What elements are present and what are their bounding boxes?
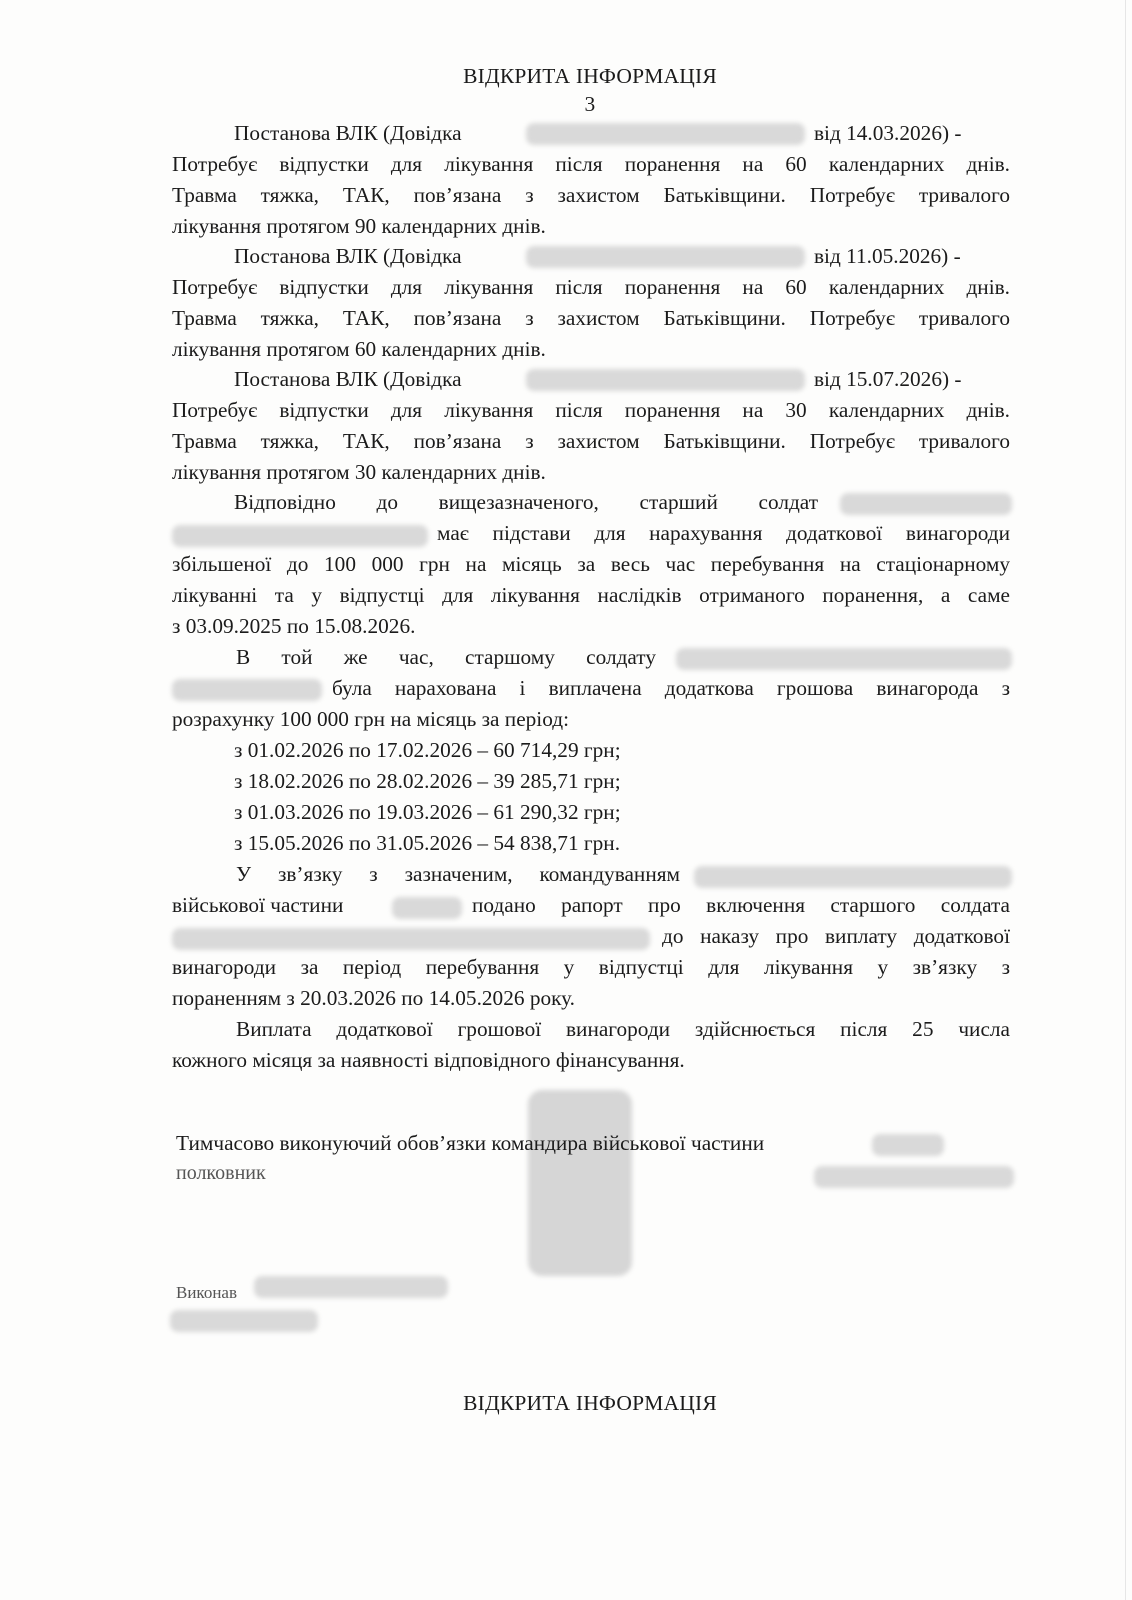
signatory-title: Тимчасово виконуючий обов’язки командира військової частини — [176, 1131, 765, 1155]
redacted-unit — [694, 866, 1012, 888]
paragraph-line: з 03.09.2025 по 15.08.2026. — [172, 614, 416, 638]
classification-header: ВІДКРИТА ІНФОРМАЦІЯ — [463, 64, 717, 88]
classification-footer: ВІДКРИТА ІНФОРМАЦІЯ — [463, 1391, 717, 1415]
paragraph-line: збільшеної до 100 000 грн на місяць за весь час перебування на стаціонарному — [172, 552, 1010, 576]
paragraph-line: має підстави для нарахування додаткової винагороди — [437, 521, 1010, 545]
paragraph-line: Виплата додаткової грошової винагороди здійснюється після 25 числа — [236, 1017, 1010, 1041]
paragraph-line: винагороди за період перебування у відпустці для лікування у зв’язку з — [172, 955, 1010, 979]
redacted-name — [840, 493, 1012, 515]
paragraph-line: В той же час, старшому солдату — [236, 645, 656, 669]
redacted-certificate — [526, 246, 805, 268]
paragraph-line: У зв’язку з зазначеним, командуванням — [236, 862, 680, 886]
vlk-line: лікування протягом 60 календарних днів. — [172, 337, 546, 361]
vlk-date: від 15.07.2026) - — [814, 367, 962, 391]
vlk-line: Потребує відпустки для лікування після поранення на 30 календарних днів. — [172, 398, 1010, 422]
vlk-lead: Постанова ВЛК (Довідка — [234, 367, 462, 391]
redacted-executor-phone — [170, 1310, 318, 1332]
vlk-date: від 11.05.2026) - — [814, 244, 961, 268]
vlk-lead: Постанова ВЛК (Довідка — [234, 244, 462, 268]
vlk-lead: Постанова ВЛК (Довідка — [234, 121, 462, 145]
paragraph-line: Відповідно до вищезазначеного, старший солдат — [234, 490, 818, 514]
vlk-line: Потребує відпустки для лікування після поранення на 60 календарних днів. — [172, 275, 1010, 299]
vlk-line: Травма тяжка, ТАК, пов’язана з захистом Батьківщини. Потребує тривалого — [172, 183, 1010, 207]
redacted-certificate — [526, 123, 805, 145]
paragraph-line: була нарахована і виплачена додаткова грошова винагорода з — [332, 676, 1010, 700]
redacted-certificate — [526, 369, 805, 391]
redacted-name — [172, 525, 428, 547]
paragraph-line: лікуванні та у відпустці для лікування наслідків отриманого поранення, а саме — [172, 583, 1010, 607]
payment-item: з 15.05.2026 по 31.05.2026 – 54 838,71 грн. — [234, 831, 621, 855]
redacted-executor-name — [254, 1276, 448, 1298]
payment-item: з 01.02.2026 по 17.02.2026 – 60 714,29 грн; — [234, 738, 621, 762]
vlk-line: лікування протягом 30 календарних днів. — [172, 460, 546, 484]
paragraph-line: пораненням з 20.03.2026 по 14.05.2026 року. — [172, 986, 575, 1010]
redacted-unit-number — [872, 1134, 944, 1156]
paragraph-line: кожного місяця за наявності відповідного фінансування. — [172, 1048, 685, 1072]
paragraph-line: до наказу про виплату додаткової — [662, 924, 1010, 948]
payment-item: з 18.02.2026 по 28.02.2026 – 39 285,71 грн; — [234, 769, 621, 793]
redacted-name — [172, 679, 322, 701]
redacted-unit-number — [392, 897, 462, 919]
vlk-line: лікування протягом 90 календарних днів. — [172, 214, 546, 238]
payment-item: з 01.03.2026 по 19.03.2026 – 61 290,32 грн; — [234, 800, 621, 824]
paragraph-line: подано рапорт про включення старшого солдата — [472, 893, 1010, 917]
vlk-line: Потребує відпустки для лікування після поранення на 60 календарних днів. — [172, 152, 1010, 176]
paragraph-line: розрахунку 100 000 грн на місяць за період: — [172, 707, 569, 731]
redacted-name — [676, 648, 1012, 670]
vlk-date: від 14.03.2026) - — [814, 121, 962, 145]
redacted-signatory-name — [814, 1166, 1014, 1188]
redacted-name — [172, 928, 650, 950]
redacted-signature — [528, 1090, 632, 1276]
signatory-rank: полковник — [176, 1162, 266, 1184]
vlk-line: Травма тяжка, ТАК, пов’язана з захистом Батьківщини. Потребує тривалого — [172, 306, 1010, 330]
page-number: 3 — [584, 92, 596, 116]
vlk-line: Травма тяжка, ТАК, пов’язана з захистом Батьківщини. Потребує тривалого — [172, 429, 1010, 453]
paragraph-line: військової частини — [172, 893, 344, 917]
executor-label: Виконав — [176, 1283, 238, 1302]
page-edge — [1125, 0, 1126, 1600]
